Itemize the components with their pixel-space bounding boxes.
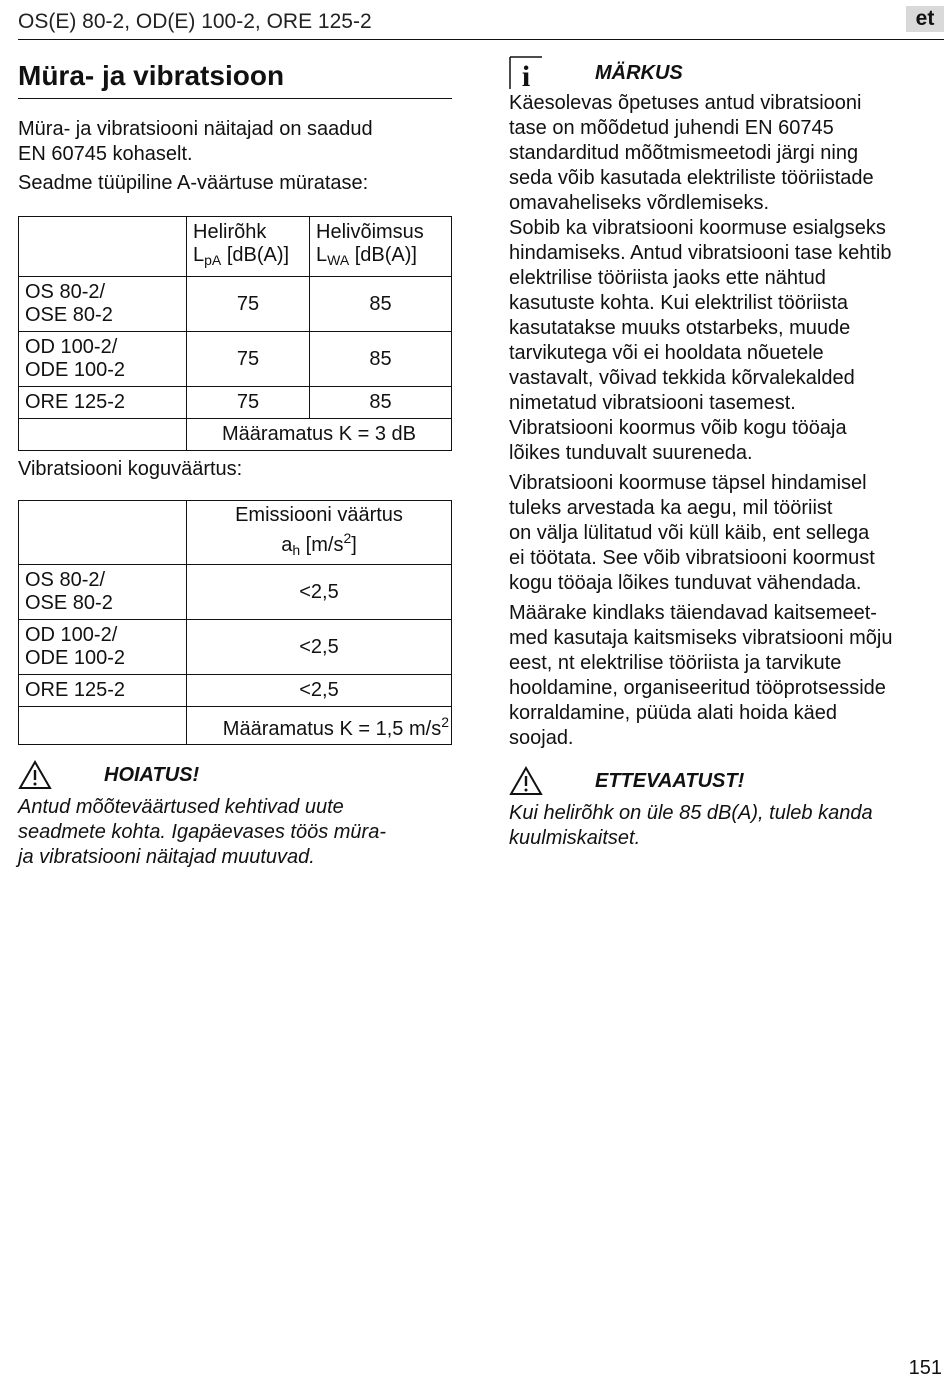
caution-line: kuulmiskaitset. — [509, 827, 641, 849]
model-cell: OD 100-2/ ODE 100-2 — [19, 620, 187, 675]
emission-value: <2,5 — [187, 620, 452, 675]
header-label: Helirõhk — [193, 221, 267, 243]
table-row — [19, 332, 452, 387]
empty-header-cell — [19, 501, 187, 565]
uncertainty-value: Määramatus K = 1,5 $m/s^2$ — [187, 707, 452, 745]
emission-header — [187, 501, 452, 565]
vibration-table-label: Vibratsiooni koguväärtus: — [18, 458, 243, 480]
warning-title: HOIATUS! — [104, 763, 200, 786]
note-line: lõikes tunduvalt suureneda. — [509, 442, 753, 464]
info-icon — [509, 56, 543, 90]
note-heading — [509, 55, 945, 91]
uncertainty-value: Määramatus K = 3 dB — [187, 419, 452, 451]
header-unit: $L_{WA}$ [dB(A)] — [316, 244, 417, 268]
model-cell: OD 100-2/ ODE 100-2 — [19, 332, 187, 387]
table-row — [19, 620, 452, 675]
note-line: tarvikutega või ei hooldata nõuetele — [509, 342, 824, 364]
model-cell: ORE 125-2 — [19, 675, 187, 707]
note-line: korraldamine, püüda alati hoida käed — [509, 702, 837, 724]
warning-triangle-icon — [18, 760, 52, 790]
header-unit: $a_h$ $[m/s^2]$ — [281, 529, 357, 558]
intro-line: EN 60745 kohaselt. — [18, 143, 193, 165]
header-label: Emissiooni väärtus — [235, 503, 403, 526]
note-line: hooldamine, organiseeritud tööprotsesside — [509, 677, 886, 699]
intro-line: Müra- ja vibratsiooni näitajad on saadud — [18, 118, 373, 140]
note-line: tase on mõõdetud juhendi EN 60745 — [509, 117, 834, 139]
note-line: hindamiseks. Antud vibratsiooni tase kehtib — [509, 242, 892, 264]
table-row — [19, 675, 452, 707]
document-header-title: OS(E) 80-2, OD(E) 100-2, ORE 125-2 — [18, 10, 372, 33]
sound-pressure-value: 75 — [187, 387, 310, 419]
sound-pressure-header — [187, 217, 310, 277]
table-row — [19, 419, 452, 451]
note-line: kogu tööaja lõikes tunduvat vähendada. — [509, 572, 862, 594]
right-column — [509, 55, 945, 851]
intro-text — [18, 117, 452, 167]
left-column — [18, 58, 452, 870]
note-line: kasutuste kohta. Kui elektrilist tööriista — [509, 292, 849, 314]
noise-table-label: Seadme tüüpiline A-väärtuse müratase: — [18, 172, 369, 194]
vibration-table — [18, 500, 452, 745]
empty-cell — [19, 419, 187, 451]
emission-value: <2,5 — [187, 675, 452, 707]
note-line: Vibratsiooni koormuse täpsel hindamisel — [509, 472, 867, 494]
svg-text:i: i — [521, 60, 531, 90]
note-line: on välja lülitatud või küll käib, ent sellega — [509, 522, 870, 544]
sound-pressure-value: 75 — [187, 332, 310, 387]
table-row — [19, 707, 452, 745]
emission-value: <2,5 — [187, 565, 452, 620]
model-cell: OS 80-2/ OSE 80-2 — [19, 277, 187, 332]
note-paragraph-3 — [509, 601, 945, 751]
note-title: MÄRKUS — [595, 61, 683, 84]
note-paragraph-2 — [509, 471, 945, 596]
note-line: vastavalt, võivad tekkida kõrvalekalded — [509, 367, 855, 389]
sound-pressure-value: 75 — [187, 277, 310, 332]
note-line: nimetatud vibratsiooni tasemest. — [509, 392, 796, 414]
note-paragraph-1 — [509, 91, 945, 466]
section-title: Müra- ja vibratsioon — [18, 58, 452, 99]
note-line: elektrilise tööriista jaoks ette nähtud — [509, 267, 826, 289]
note-line: Määrake kindlaks täiendavad kaitsemeet- — [509, 602, 877, 624]
header-unit: $L_{pA}$ [dB(A)] — [193, 244, 290, 268]
table-header-row — [19, 217, 452, 277]
caution-title: ETTEVAATUST! — [595, 769, 745, 792]
warning-line: seadmete kohta. Igapäevases töös müra- — [18, 821, 386, 843]
caution-line: Kui helirõhk on üle 85 dB(A), tuleb kanda — [509, 802, 873, 824]
sound-power-value: 85 — [310, 332, 452, 387]
note-line: tuleks arvestada ka aegu, mil tööriist — [509, 497, 833, 519]
note-line: kasutatakse muuks otstarbeks, muude — [509, 317, 851, 339]
note-line: seda võib kasutada elektriliste tööriistade — [509, 167, 874, 189]
note-line: omavaheliseks võrdlemiseks. — [509, 192, 770, 214]
note-line: soojad. — [509, 727, 574, 749]
note-line: Käesolevas õpetuses antud vibratsiooni — [509, 92, 862, 114]
sound-power-value: 85 — [310, 277, 452, 332]
table-header-row — [19, 501, 452, 565]
model-cell: OS 80-2/ OSE 80-2 — [19, 565, 187, 620]
warning-triangle-icon — [509, 766, 543, 796]
table-row — [19, 277, 452, 332]
note-line: ei töötata. See võib vibratsiooni koormust — [509, 547, 875, 569]
language-badge: et — [906, 6, 944, 32]
note-line: Vibratsiooni koormus võib kogu tööaja — [509, 417, 847, 439]
header-divider — [18, 39, 944, 40]
note-line: Sobib ka vibratsiooni koormuse esialgseks — [509, 217, 886, 239]
noise-table — [18, 216, 452, 451]
caution-heading — [509, 763, 945, 799]
sound-power-header — [310, 217, 452, 277]
model-cell: ORE 125-2 — [19, 387, 187, 419]
table-row — [19, 387, 452, 419]
note-line: med kasutaja kaitsmiseks vibratsiooni mõju — [509, 627, 893, 649]
empty-header-cell — [19, 217, 187, 277]
table-row — [19, 565, 452, 620]
page-number: 151 — [908, 1357, 942, 1379]
header-label: Helivõimsus — [316, 221, 424, 243]
warning-heading — [18, 757, 452, 793]
empty-cell — [19, 707, 187, 745]
sound-power-value: 85 — [310, 387, 452, 419]
warning-line: Antud mõõteväärtused kehtivad uute — [18, 796, 344, 818]
warning-line: ja vibratsiooni näitajad muutuvad. — [18, 846, 315, 868]
note-line: standarditud mõõtmismeetodi järgi ning — [509, 142, 859, 164]
note-line: eest, nt elektrilise tööriista ja tarvikute — [509, 652, 842, 674]
